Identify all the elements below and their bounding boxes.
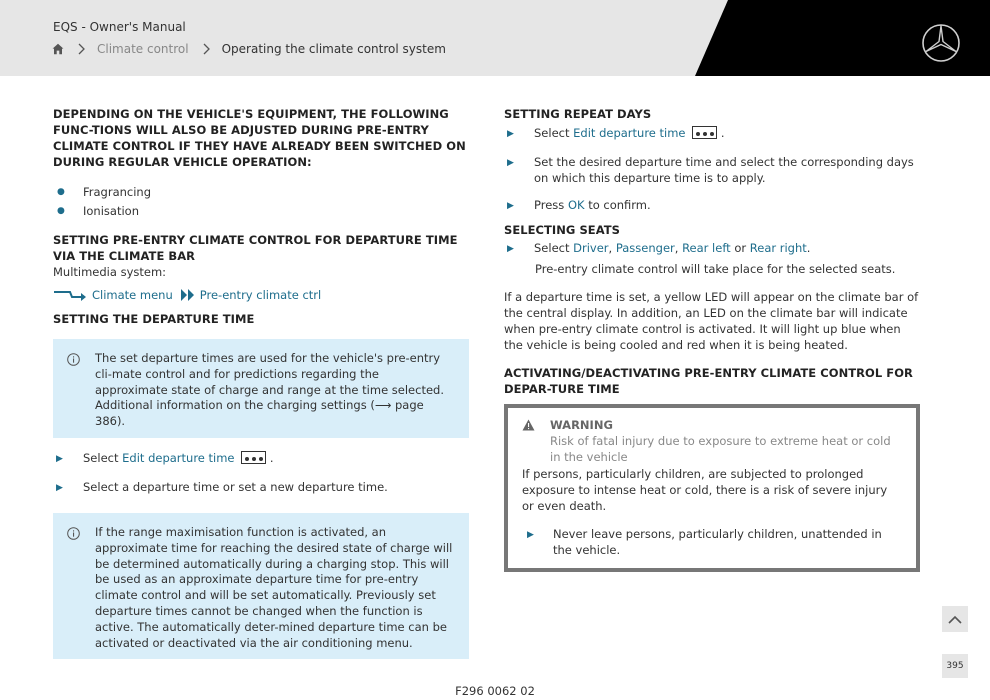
step-arrow-icon: ▶: [507, 158, 514, 168]
chevron-right-icon: [203, 43, 210, 55]
climate-menu-link[interactable]: Climate menu: [92, 288, 173, 302]
breadcrumb-current: Operating the climate control system: [221, 42, 446, 56]
menu-path: [53, 287, 469, 303]
info-box: [53, 339, 469, 438]
led-description: If a departure time is set, a yellow LED will appear on the climate bar of the central display. In addition, an LED on the climate bar will indicate when pre-entry climate control is activated. It will light up blue when the vehicle is being cooled and red when it is being heated.: [504, 290, 919, 352]
heading-selecting-seats: SELECTING SEATS: [504, 223, 620, 237]
step-arrow-icon: ▶: [507, 244, 514, 254]
preentry-climate-link[interactable]: Pre-entry climate ctrl: [199, 288, 322, 302]
warning-triangle-icon: [522, 417, 550, 465]
warning-box: [504, 404, 920, 572]
warning-subtitle: Risk of fatal injury due to exposure to extreme heat or cold in the vehicle: [550, 434, 891, 464]
heading-departure-time: SETTING THE DEPARTURE TIME: [53, 312, 255, 326]
heading-repeat-days: SETTING REPEAT DAYS: [504, 107, 652, 121]
step: ▶ Select Edit departure time .: [53, 450, 469, 467]
seat-passenger-link[interactable]: Passenger: [615, 241, 675, 255]
info-icon: [67, 351, 95, 430]
list-item: ● Ionisation: [53, 202, 469, 221]
breadcrumb-climate-control[interactable]: Climate control: [97, 42, 189, 56]
seat-rear-left-link[interactable]: Rear left: [682, 241, 731, 255]
info-text: The set departure times are used for the vehicle's pre-entry cli-mate control and for predictions regarding the approximate state of charge and range at the time selected. Additional information on the charging settings (⟶ page 386).: [95, 351, 444, 429]
step: ▶ Select Driver, Passenger, Rear left or Rear right.: [504, 240, 920, 257]
footer-code: F296 0062 02: [455, 684, 535, 698]
step-arrow-icon: ▶: [507, 201, 514, 211]
step: ▶ Select Edit departure time .: [504, 125, 920, 142]
info-icon: [67, 525, 95, 651]
left-column: [53, 106, 469, 659]
path-arrow-icon: [53, 289, 87, 301]
step: ▶ Select a departure time or set a new departure time.: [53, 479, 469, 496]
manual-title: EQS - Owner's Manual: [53, 20, 186, 34]
mercedes-star-logo-icon: [921, 23, 961, 63]
heading-preentry-climate-bar: SETTING PRE-ENTRY CLIMATE CONTROL FOR DEPARTURE TIME VIA THE CLIMATE BAR: [53, 233, 458, 263]
heading-activating: ACTIVATING/DEACTIVATING PRE-ENTRY CLIMATE CONTROL FOR DEPAR-TURE TIME: [504, 366, 913, 396]
more-options-icon[interactable]: [692, 126, 717, 139]
step: ▶ Set the desired departure time and select the corresponding days on which this departure time is to apply.: [504, 154, 920, 186]
bullet-dot-icon: ●: [57, 187, 65, 197]
warning-title: WARNING: [550, 418, 613, 432]
page-number[interactable]: 395: [942, 654, 968, 678]
info-text: If the range maximisation function is activated, an approximate time for reaching the desired state of charge will be determined automatically during a charging stop. This will be used as an approximate departure time for pre-entry climate control and will be set automatically. Previously set departure times cannot be changed when the function is active. The automatically deter-mined departure time can be activated or deactivated via the air conditioning menu.: [95, 524, 453, 650]
chevron-up-icon: [948, 615, 962, 624]
seat-rear-right-link[interactable]: Rear right: [749, 241, 807, 255]
step-arrow-icon: ▶: [527, 530, 534, 540]
list-item: ● Fragrancing: [53, 183, 469, 202]
heading-adjusted-functions: DEPENDING ON THE VEHICLE'S EQUIPMENT, THE FOLLOWING FUNC-TIONS WILL ALSO BE ADJUSTED DURING PRE-ENTRY CLIMATE CONTROL IF THEY HAVE ALREADY BEEN SWITCHED ON DURING REGULAR VEHICLE OPERATION:: [53, 107, 466, 169]
double-chevron-icon: [180, 289, 196, 301]
warning-body: If persons, particularly children, are subjected to prolonged exposure to intense heat or cold, there is a risk of severe injury or even death.: [522, 467, 888, 513]
step-arrow-icon: ▶: [56, 453, 63, 464]
edit-departure-time-link[interactable]: Edit departure time: [122, 450, 235, 465]
breadcrumb: [52, 42, 446, 56]
step: ▶ Press OK to confirm.: [504, 197, 920, 214]
seat-driver-link[interactable]: Driver: [573, 241, 609, 255]
step: ▶ Never leave persons, particularly children, unattended in the vehicle.: [522, 526, 902, 558]
seats-result: Pre-entry climate control will take place for the selected seats.: [535, 262, 896, 276]
info-box: [53, 513, 469, 659]
scroll-to-top-button[interactable]: [942, 606, 968, 632]
home-icon[interactable]: [52, 43, 64, 55]
bullet-dot-icon: ●: [57, 206, 65, 216]
step-arrow-icon: ▶: [56, 482, 63, 493]
ok-link[interactable]: OK: [567, 198, 585, 212]
functions-list: [53, 183, 469, 221]
multimedia-label: Multimedia system:: [53, 265, 167, 279]
step-arrow-icon: ▶: [507, 129, 514, 139]
chevron-right-icon: [78, 43, 85, 55]
more-options-icon[interactable]: [241, 451, 266, 464]
right-column: [504, 106, 920, 572]
edit-departure-time-link[interactable]: Edit departure time: [573, 126, 686, 140]
